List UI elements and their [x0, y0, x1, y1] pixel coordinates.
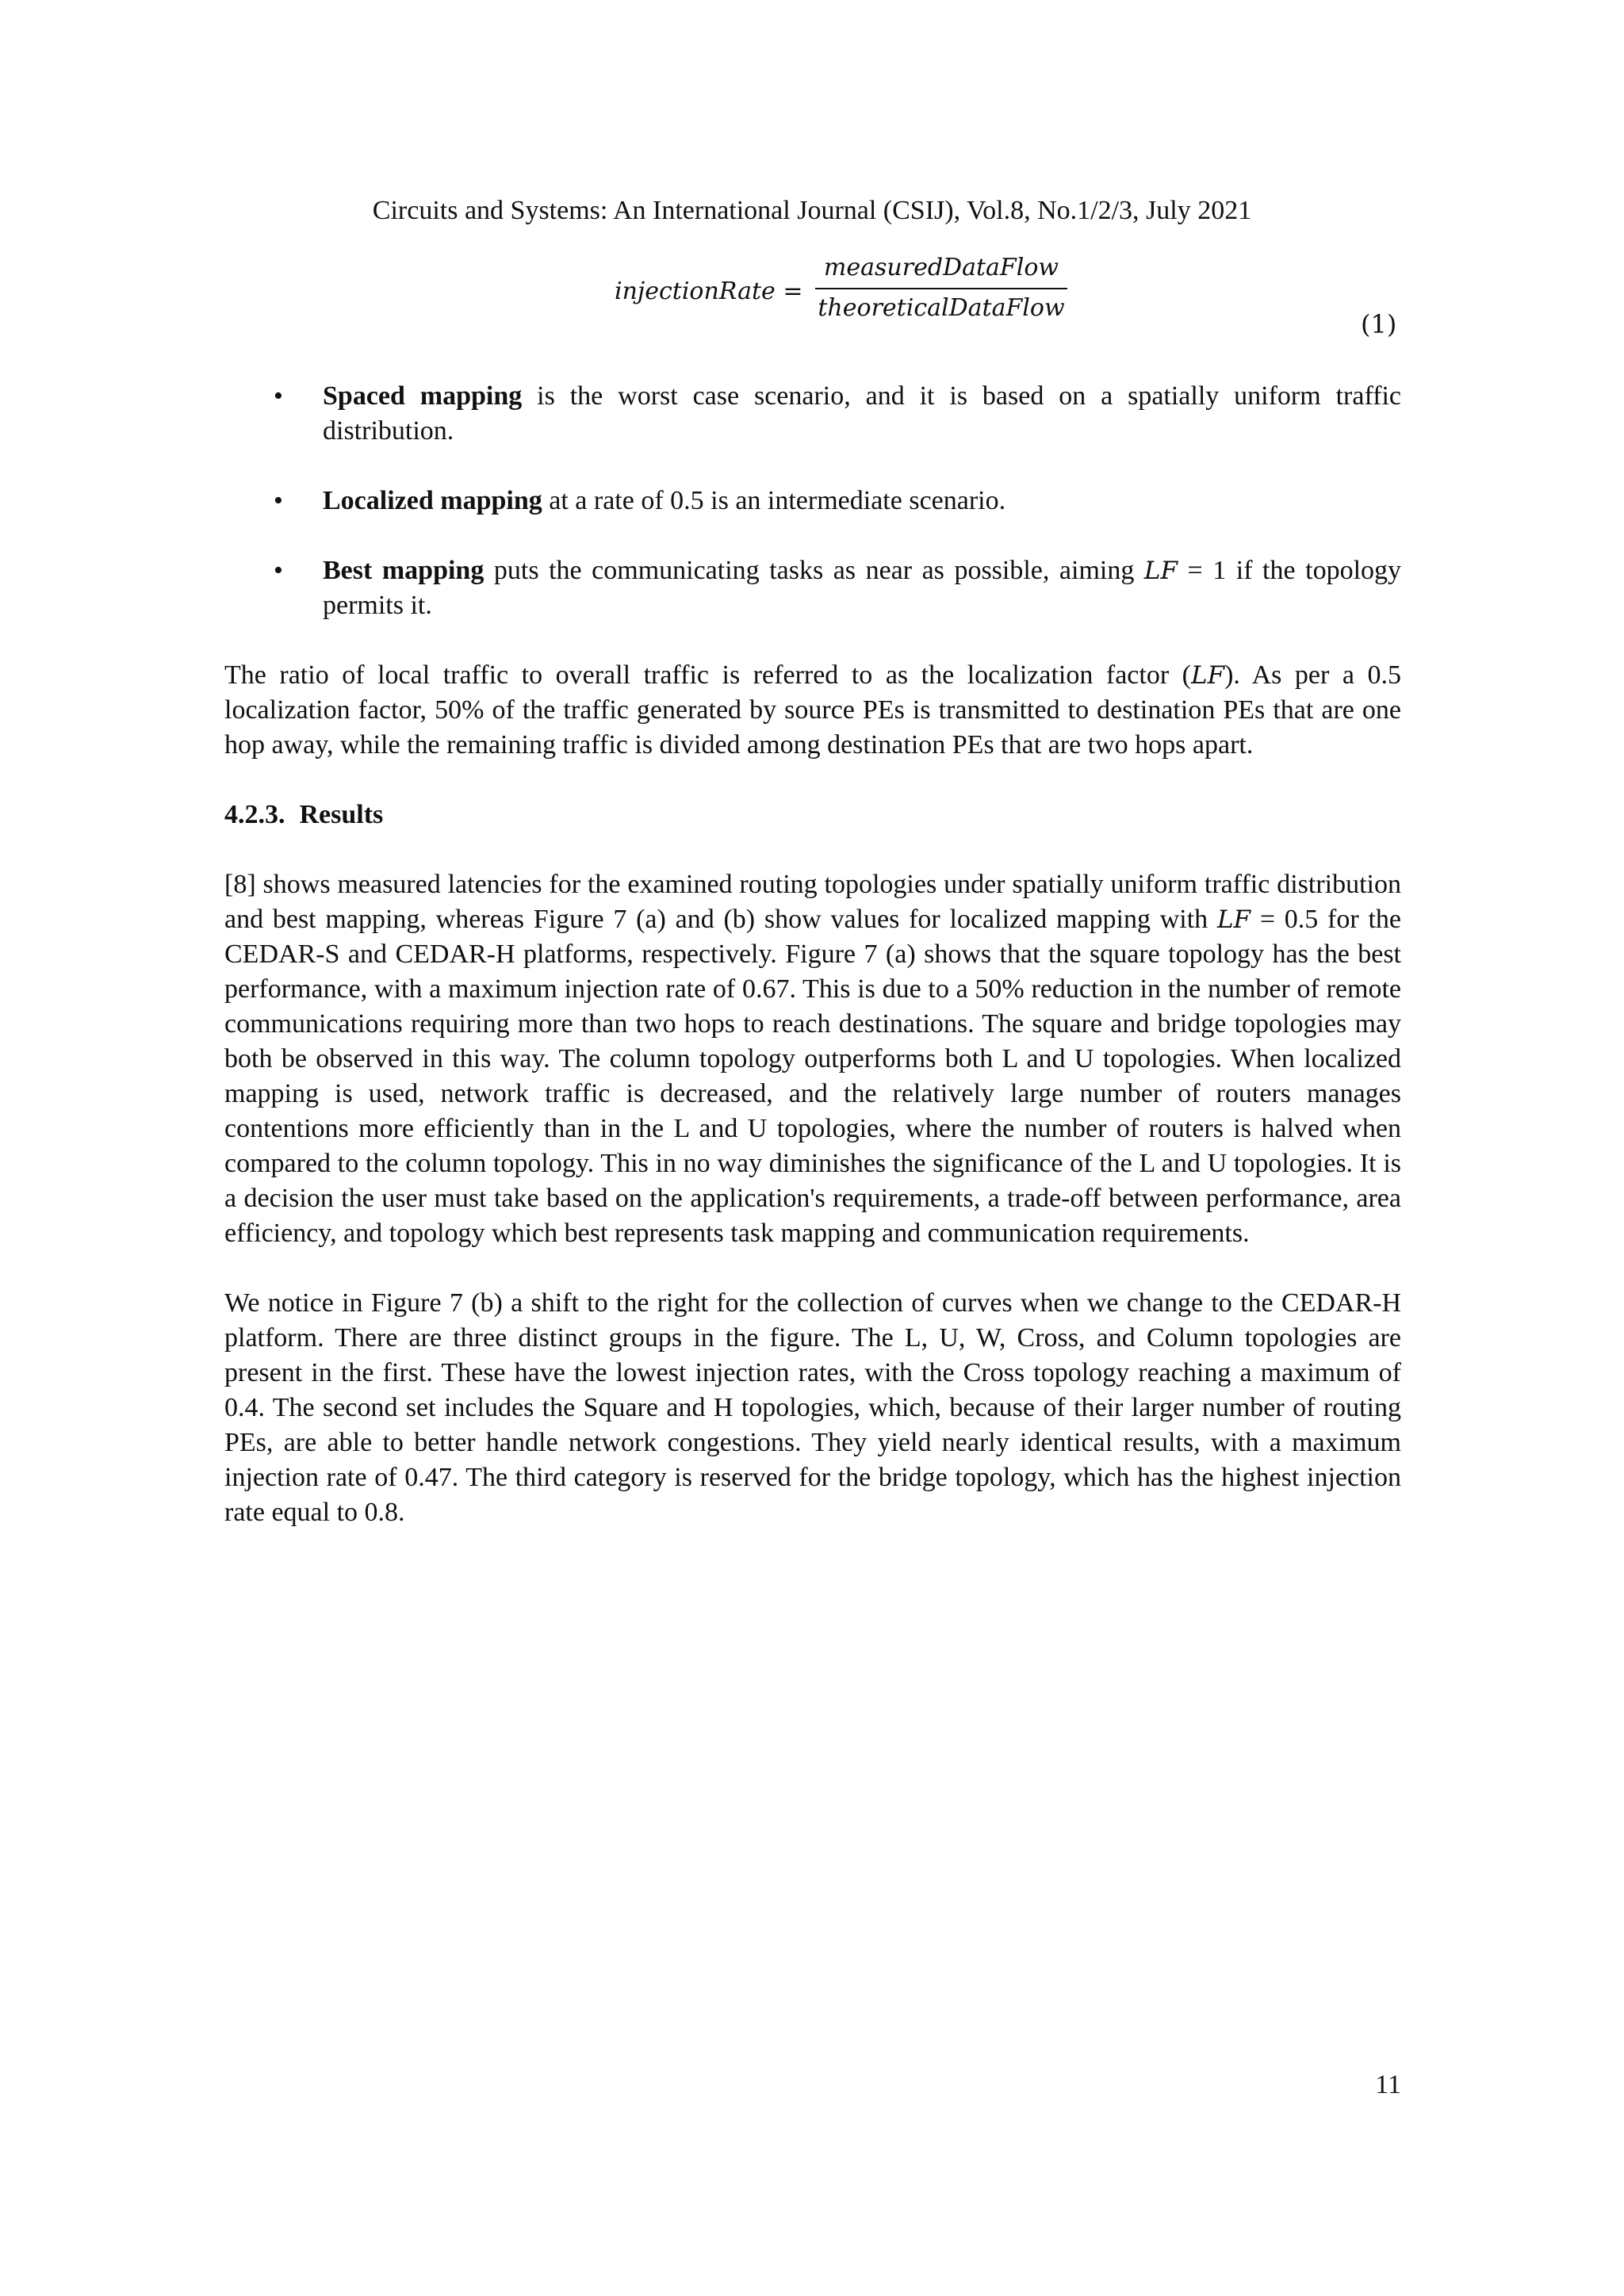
bullet-text: at a rate of 0.5 is an intermediate scenario. [542, 486, 1006, 515]
equation-fraction [815, 252, 1067, 324]
section-number: 4.2.3. [224, 800, 285, 829]
paragraph-text: The ratio of local traffic to overall traffic is referred to as the localization factor ( [224, 660, 1191, 690]
bullet-text: is the worst case scenario, and it is based on a spatially uniform traffic distribution. [323, 381, 1402, 446]
math-lf: LF [1143, 557, 1178, 585]
bullet-best-mapping [224, 553, 1401, 623]
equation-number: (1) [1361, 309, 1397, 339]
bullet-localized-mapping [224, 484, 1401, 519]
bullet-term: Best mapping [323, 556, 485, 585]
mapping-bullet-list [224, 379, 1401, 623]
paragraph-text: = 0.5 for the CEDAR-S and CEDAR-H platforms, respectively. Figure 7 (a) shows that the square topology has the best performance, with a maximum injection rate of 0.67. This is due to a 50% reduction in the number of remote communications requiring more than two hops to reach destinations. The square and bridge topologies may both be observed in this way. The column topology outperforms both L and U topologies. When localized mapping is used, network traffic is decreased, and the relatively large number of routers manages contentions more efficiently than in the L and U topologies, where the number of routers is halved when compared to the column topology. This in no way diminishes the significance of the L and U topologies. It is a decision the user must take based on the application's requirements, a trade-off between performance, area efficiency, and topology which best represents task mapping and communication requirements. [224, 905, 1402, 1248]
body-content [224, 379, 1401, 1565]
bullet-dot: • [274, 486, 283, 515]
bullet-dot: • [274, 556, 283, 585]
math-lf: LF [1191, 661, 1225, 690]
math-lf: LF [1216, 905, 1251, 934]
equation-lhs: injectionRate = [615, 277, 803, 305]
running-header: Circuits and Systems: An International Journal (CSIJ), Vol.8, No.1/2/3, July 2021 [372, 196, 1252, 225]
bullet-term: Spaced mapping [323, 381, 523, 411]
paragraph-results [224, 867, 1401, 1251]
equation-denominator: theoreticalDataFlow [818, 294, 1065, 322]
fraction-bar [815, 288, 1067, 289]
bullet-text: puts the communicating tasks as near as possible, aiming [484, 556, 1144, 585]
bullet-spaced-mapping [224, 379, 1401, 449]
paragraph-text: [8] shows measured latencies for the examined routing topologies under spatially uniform traffic distribution and best mapping, whereas Figure 7 (a) and (b) show values for localized mapping with [224, 870, 1401, 934]
paragraph-text: ). As per a 0.5 localization factor, 50% of the traffic generated by source PEs is transmitted to destination PEs that are one hop away, while the remaining traffic is divided among destination PEs that are two hops apart. [224, 660, 1401, 760]
bullet-text: = 1 if the topology permits it. [323, 556, 1402, 620]
section-title: Results [299, 800, 384, 829]
paragraph-cedar-h: We notice in Figure 7 (b) a shift to the right for the collection of curves when we change to the CEDAR-H platform. There are three distinct groups in the figure. The L, U, W, Cross, and Column topologies are present in the first. These have the lowest injection rates, with the Cross topology reaching a maximum of 0.4. The second set includes the Square and H topologies, which, because of their larger number of routing PEs, are able to better handle network congestions. They yield nearly identical results, with a maximum injection rate of 0.47. The third category is reserved for the bridge topology, which has the highest injection rate equal to 0.8. [224, 1288, 1401, 1527]
equation-numerator: measuredDataFlow [823, 254, 1059, 281]
equation-1 [0, 252, 1624, 347]
bullet-term: Localized mapping [323, 486, 542, 515]
page-number: 11 [1375, 2070, 1401, 2099]
bullet-dot: • [274, 381, 283, 411]
paragraph-localization-factor [224, 658, 1401, 763]
section-heading [224, 798, 1401, 832]
